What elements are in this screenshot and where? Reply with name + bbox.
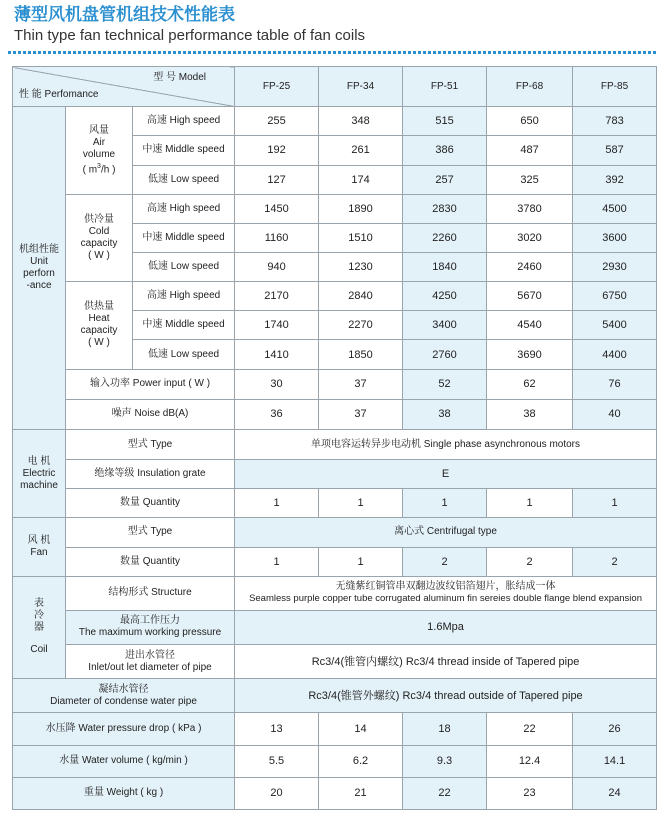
fan-cn: 风 机 — [27, 535, 51, 547]
speed-label: 高速 High speed — [133, 107, 235, 136]
page-header — [8, 4, 658, 54]
value-cell: 587 — [573, 136, 657, 165]
value-cell: 3020 — [487, 223, 573, 252]
value-cell: 21 — [319, 777, 403, 809]
value-cell: 2 — [403, 547, 487, 576]
speed-label: 中速 Middle speed — [133, 223, 235, 252]
motor-quantity-row — [13, 489, 657, 518]
value-cell: 14.1 — [573, 745, 657, 777]
heat-high-row — [13, 282, 657, 311]
value-cell: 261 — [319, 136, 403, 165]
value-cell: 392 — [573, 165, 657, 194]
value-cell: 5670 — [487, 282, 573, 311]
fan-quantity-row — [13, 547, 657, 576]
fan-type-value: 离心式 Centrifugal type — [235, 518, 657, 547]
speed-label: 中速 Middle speed — [133, 136, 235, 165]
unit-perf-en-2: perforn — [23, 268, 55, 280]
motor-quantity-label: 数量 Quantity — [66, 489, 235, 518]
value-cell: 2 — [573, 547, 657, 576]
fan-en: Fan — [30, 547, 48, 559]
air-volume-label — [66, 107, 133, 194]
value-cell: 4250 — [403, 282, 487, 311]
value-cell: 1 — [235, 547, 319, 576]
coil-cn-3: 器 — [34, 622, 44, 634]
heat-en-2: capacity — [80, 325, 118, 337]
insulation-value: E — [235, 460, 657, 489]
power-row — [13, 369, 657, 399]
coil-cn-1: 表 — [34, 598, 44, 610]
header-row — [13, 67, 657, 107]
title-divider — [8, 51, 658, 54]
motor-category — [13, 429, 66, 517]
value-cell: 2930 — [573, 252, 657, 281]
value-cell: 2460 — [487, 252, 573, 281]
speed-label: 高速 High speed — [133, 194, 235, 223]
value-cell: 1 — [403, 489, 487, 518]
value-cell: 487 — [487, 136, 573, 165]
value-cell: 4400 — [573, 340, 657, 369]
fan-category — [13, 518, 66, 576]
value-cell: 40 — [573, 399, 657, 429]
model-fp68: FP-68 — [487, 67, 573, 107]
speed-label: 中速 Middle speed — [133, 311, 235, 340]
value-cell: 2270 — [319, 311, 403, 340]
value-cell: 1160 — [235, 223, 319, 252]
value-cell: 4540 — [487, 311, 573, 340]
value-cell: 192 — [235, 136, 319, 165]
value-cell: 1850 — [319, 340, 403, 369]
motor-cn: 电 机 — [27, 455, 51, 467]
noise-label: 噪声 Noise dB(A) — [66, 399, 235, 429]
value-cell: 386 — [403, 136, 487, 165]
value-cell: 1 — [487, 489, 573, 518]
value-cell: 2840 — [319, 282, 403, 311]
power-label: 输入功率 Power input ( W ) — [66, 369, 235, 399]
water-volume-row — [13, 745, 657, 777]
heat-capacity-label — [66, 282, 133, 369]
condense-pipe-label — [13, 679, 235, 713]
heat-en-1: Heat — [88, 313, 110, 325]
value-cell: 2 — [487, 547, 573, 576]
condense-en: Diameter of condense water pipe — [50, 695, 197, 707]
value-cell: 1510 — [319, 223, 403, 252]
inlet-en: Inlet/out let diameter of pipe — [88, 661, 212, 673]
value-cell: 3780 — [487, 194, 573, 223]
speed-label: 低速 Low speed — [133, 252, 235, 281]
value-cell: 5400 — [573, 311, 657, 340]
insulation-row — [13, 460, 657, 489]
pressure-en: The maximum working pressure — [78, 627, 222, 639]
structure-en: Seamless purple copper tube corrugated aluminum fin sereies double flange blend expansion — [249, 593, 642, 605]
cold-en-1: Cold — [88, 225, 110, 237]
model-fp85: FP-85 — [573, 67, 657, 107]
value-cell: 2170 — [235, 282, 319, 311]
value-cell: 1890 — [319, 194, 403, 223]
model-fp25: FP-25 — [235, 67, 319, 107]
fan-quantity-label: 数量 Quantity — [66, 547, 235, 576]
model-fp51: FP-51 — [403, 67, 487, 107]
value-cell: 37 — [319, 399, 403, 429]
unit-perf-cn: 机组性能 — [19, 244, 59, 256]
heat-cn: 供热量 — [84, 301, 114, 313]
value-cell: 940 — [235, 252, 319, 281]
fan-type-label: 型式 Type — [66, 518, 235, 547]
performance-table — [12, 66, 657, 810]
value-cell: 515 — [403, 107, 487, 136]
inlet-pipe-row — [13, 645, 657, 679]
value-cell: 12.4 — [487, 745, 573, 777]
coil-structure-row — [13, 576, 657, 610]
pressure-drop-row — [13, 713, 657, 745]
model-fp34: FP-34 — [319, 67, 403, 107]
value-cell: 38 — [487, 399, 573, 429]
value-cell: 1840 — [403, 252, 487, 281]
value-cell: 20 — [235, 777, 319, 809]
structure-value — [235, 576, 657, 610]
condense-pipe-row — [13, 679, 657, 713]
value-cell: 1 — [319, 489, 403, 518]
unit-perf-en-1: Unit — [30, 256, 48, 268]
performance-label: 性 能 Perfomance — [19, 89, 99, 101]
value-cell: 62 — [487, 369, 573, 399]
value-cell: 1230 — [319, 252, 403, 281]
value-cell: 37 — [319, 369, 403, 399]
value-cell: 255 — [235, 107, 319, 136]
value-cell: 22 — [487, 713, 573, 745]
air-en-2: volume — [82, 148, 116, 160]
unit-perf-en-3: -ance — [26, 280, 52, 292]
value-cell: 2760 — [403, 340, 487, 369]
value-cell: 2830 — [403, 194, 487, 223]
max-pressure-value: 1.6Mpa — [235, 610, 657, 644]
coil-cn-2: 冷 — [34, 610, 44, 622]
value-cell: 257 — [403, 165, 487, 194]
value-cell: 23 — [487, 777, 573, 809]
value-cell: 13 — [235, 713, 319, 745]
condense-cn: 凝结水管径 — [98, 683, 149, 695]
max-pressure-row — [13, 610, 657, 644]
value-cell: 6750 — [573, 282, 657, 311]
value-cell: 650 — [487, 107, 573, 136]
value-cell: 36 — [235, 399, 319, 429]
weight-label: 重量 Weight ( kg ) — [13, 777, 235, 809]
value-cell: 127 — [235, 165, 319, 194]
value-cell: 1740 — [235, 311, 319, 340]
motor-en-1: Electric — [22, 467, 56, 479]
coil-category — [13, 576, 66, 679]
motor-type-label: 型式 Type — [66, 429, 235, 459]
weight-row — [13, 777, 657, 809]
cold-cn: 供冷量 — [84, 213, 114, 225]
speed-label: 低速 Low speed — [133, 340, 235, 369]
value-cell: 24 — [573, 777, 657, 809]
value-cell: 325 — [487, 165, 573, 194]
value-cell: 30 — [235, 369, 319, 399]
condense-pipe-value: Rc3/4(锥管外螺纹) Rc3/4 thread outside of Tapered pipe — [235, 679, 657, 713]
unit-performance-category — [13, 107, 66, 430]
value-cell: 1 — [319, 547, 403, 576]
cold-en-2: capacity — [80, 237, 118, 249]
value-cell: 3600 — [573, 223, 657, 252]
value-cell: 22 — [403, 777, 487, 809]
value-cell: 1410 — [235, 340, 319, 369]
title-english: Thin type fan technical performance table of fan coils — [14, 27, 366, 44]
value-cell: 3400 — [403, 311, 487, 340]
value-cell: 76 — [573, 369, 657, 399]
cold-capacity-label — [66, 194, 133, 281]
cold-high-row — [13, 194, 657, 223]
value-cell: 783 — [573, 107, 657, 136]
speed-label: 低速 Low speed — [133, 165, 235, 194]
value-cell: 38 — [403, 399, 487, 429]
value-cell: 4500 — [573, 194, 657, 223]
air-unit: ( $m^3/h$ ) — [82, 162, 116, 176]
air-en-1: Air — [92, 136, 106, 148]
inlet-pipe-label — [66, 645, 235, 679]
insulation-label: 绝缘等级 Insulation grate — [66, 460, 235, 489]
value-cell: 6.2 — [319, 745, 403, 777]
max-pressure-label — [66, 610, 235, 644]
air-cn: 风量 — [89, 124, 109, 136]
value-cell: 9.3 — [403, 745, 487, 777]
water-volume-label: 水量 Water volume ( kg/min ) — [13, 745, 235, 777]
value-cell: 5.5 — [235, 745, 319, 777]
value-cell: 174 — [319, 165, 403, 194]
motor-type-value: 单项电容运转异步电动机 Single phase asynchronous motors — [235, 429, 657, 459]
motor-en-2: machine — [20, 479, 58, 491]
value-cell: 1 — [235, 489, 319, 518]
value-cell: 1450 — [235, 194, 319, 223]
inlet-cn: 进出水管径 — [125, 649, 176, 661]
structure-label: 结构形式 Structure — [66, 576, 235, 610]
inlet-pipe-value: Rc3/4(锥管内螺纹) Rc3/4 thread inside of Tapered pipe — [235, 645, 657, 679]
pressure-cn: 最高工作压力 — [120, 615, 181, 627]
value-cell: 1 — [573, 489, 657, 518]
fan-type-row — [13, 518, 657, 547]
corner-header — [13, 67, 235, 107]
value-cell: 2260 — [403, 223, 487, 252]
speed-label: 高速 High speed — [133, 282, 235, 311]
title-chinese: 薄型风机盘管机组技术性能表 — [14, 5, 235, 24]
value-cell: 52 — [403, 369, 487, 399]
value-cell: 348 — [319, 107, 403, 136]
value-cell: 14 — [319, 713, 403, 745]
structure-cn: 无缝紫红铜管串双翻边波纹铝箔翅片，胀结成一体 — [335, 581, 556, 593]
motor-type-row — [13, 429, 657, 459]
pressure-drop-label: 水压降 Water pressure drop ( kPa ) — [13, 713, 235, 745]
model-label: 型 号 Model — [153, 72, 207, 83]
heat-unit: ( W ) — [88, 337, 110, 349]
air-high-row — [13, 107, 657, 136]
value-cell: 18 — [403, 713, 487, 745]
coil-en: Coil — [30, 644, 48, 656]
value-cell: 26 — [573, 713, 657, 745]
noise-row — [13, 399, 657, 429]
value-cell: 3690 — [487, 340, 573, 369]
cold-unit: ( W ) — [88, 249, 110, 261]
